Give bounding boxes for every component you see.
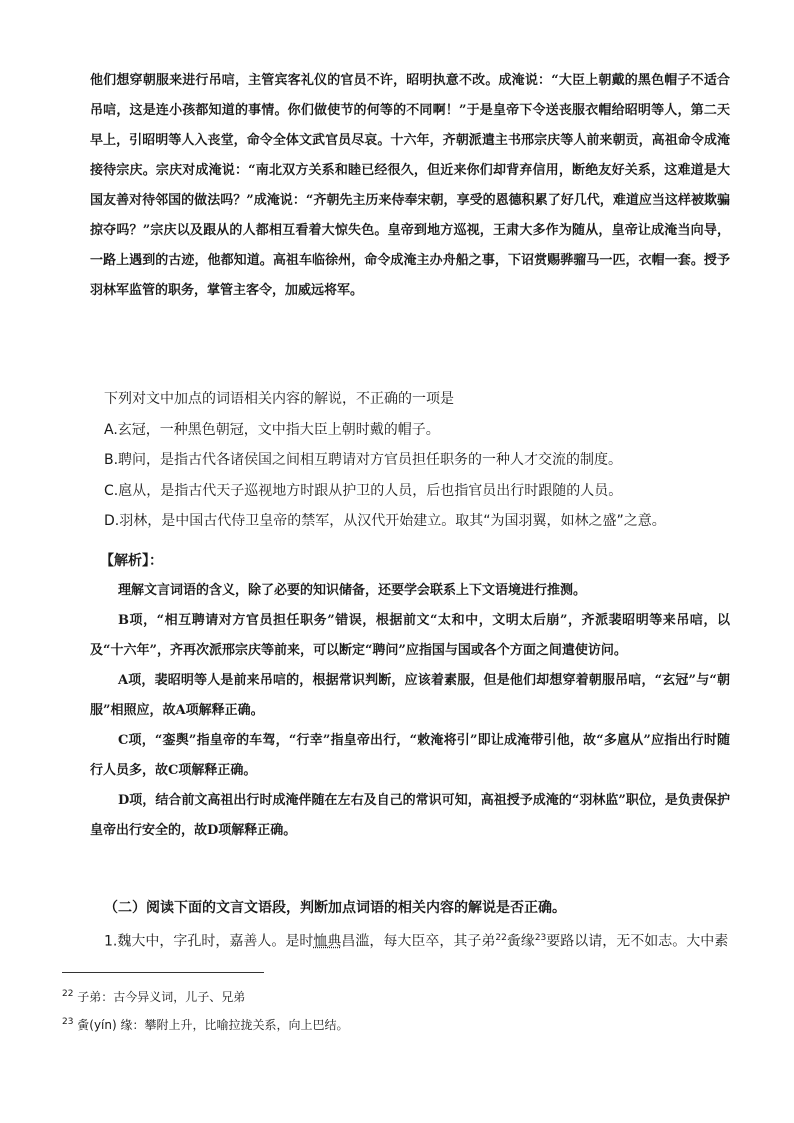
footnote-mark: 22: [62, 989, 74, 999]
option-c: C.扈从，是指古代天子巡视地方时跟从护卫的人员，后也指官员出行时跟随的人员。: [104, 482, 623, 499]
dotted-term: 恤典: [313, 933, 342, 950]
text-part-c: 夤缘: [506, 933, 535, 950]
footnote-23: [62, 1010, 742, 1038]
question-block: [90, 384, 730, 537]
section-two-title: （二）阅读下面的文言文语段，判断加点词语的相关内容的解说是否正确。: [104, 900, 566, 916]
analysis-title: 【解析】：: [100, 553, 163, 569]
analysis-block: [90, 546, 730, 846]
footnote-ref-23[interactable]: 23: [534, 933, 547, 943]
footnote-text: 夤(yín) 缘：攀附上升，比喻拉拢关系，向上巴结。: [73, 1018, 349, 1032]
footnote-divider: [62, 972, 264, 973]
analysis-item-c: C项，“銮舆”指皇帝的车驾，“行幸”指皇帝出行，“敕淹将引”即让成淹带引他，故“多扈从”应指出行时随行人员多，故C项解释正确。: [90, 733, 730, 778]
option-d: D.羽林，是中国古代侍卫皇帝的禁军，从汉代开始建立。取其“为国羽翼，如林之盛”之意。: [104, 513, 666, 529]
analysis-item-b: B项，“相互聘请对方官员担任职务”错误，根据前文“太和中，文明太后崩”，齐派裴昭明等来吊唁，以及“十六年”，齐再次派邢宗庆等前来，可以断定“聘问”应指国与国或各个方面之间遣使访问。: [90, 613, 730, 658]
analysis-item-d: D项，结合前文高祖出行时成淹伴随在左右及自己的常识可知，高祖授予成淹的“羽林监”职位，是负责保护皇帝出行安全的，故D项解释正确。: [90, 793, 730, 838]
footnote-ref-22[interactable]: 22: [495, 933, 507, 943]
footnote-22: [62, 982, 742, 1010]
analysis-intro: 理解文言词语的含义，除了必要的知识储备，还要学会联系上下文语境进行推测。: [118, 583, 587, 598]
translation-paragraph: 他们想穿朝服来进行吊唁，主管宾客礼仪的官员不许，昭明执意不改。成淹说：“大臣上朝戴的黑色帽子不适合吊唁，这是连小孩都知道的事情。你们做使节的何等的不同啊！”于是皇帝下令送丧服衣帽给昭明等人，第二天早上，引昭明等人入丧堂，命令全体文武官员尽哀。十六年，齐朝派遣主书邢宗庆等人前来朝贡，高祖命令成淹接待宗庆。宗庆对成淹说：“南北双方关系和睦已经很久，但近来你们却背弃信用，断绝友好关系，这难道是大国友善对待邻国的做法吗？”成淹说：“齐朝先主历来侍奉宋朝，享受的恩德积累了好几代，难道应当这样被欺骗掠夺吗？”宗庆以及跟从的人都相互看着大惊失色。皇帝到地方巡视，王肃大多作为随从，皇帝让成淹当向导，一路上遇到的古迹，他都知道。高祖车临徐州，命令成淹主办舟船之事，下诏赏赐骅骝马一匹，衣帽一套。授予羽林军监管的职务，掌管主客令，加威远将军。: [90, 73, 730, 298]
section-two: [90, 893, 730, 957]
question-stem: 下列对文中加点的词语相关内容的解说，不正确的一项是: [104, 391, 454, 407]
text-part-a: 1.魏大中，字孔时，嘉善人。是时: [104, 933, 314, 950]
text-part-b: 昌滥，每大臣卒，其子弟: [341, 933, 496, 950]
footnote-text: 子弟：古今异义词，儿子、兄弟: [73, 990, 246, 1004]
footnotes: [62, 982, 742, 1038]
translation-passage: [90, 66, 730, 306]
analysis-item-a: A项，裴昭明等人是前来吊唁的，根据常识判断，应该着素服，但是他们却想穿着朝服吊唁，“玄冠”与“朝服”相照应，故A项解释正确。: [90, 673, 730, 718]
option-b: B.聘问，是指古代各诸侯国之间相互聘请对方官员担任职务的一种人才交流的制度。: [104, 452, 623, 468]
text-part-d: 要路以请，无不如志。大中素: [546, 933, 729, 950]
footnote-mark: 23: [62, 1017, 74, 1027]
section-two-text: [90, 923, 730, 957]
option-a: A.玄冠，一种黑色朝冠，文中指大臣上朝时戴的帽子。: [104, 421, 440, 438]
